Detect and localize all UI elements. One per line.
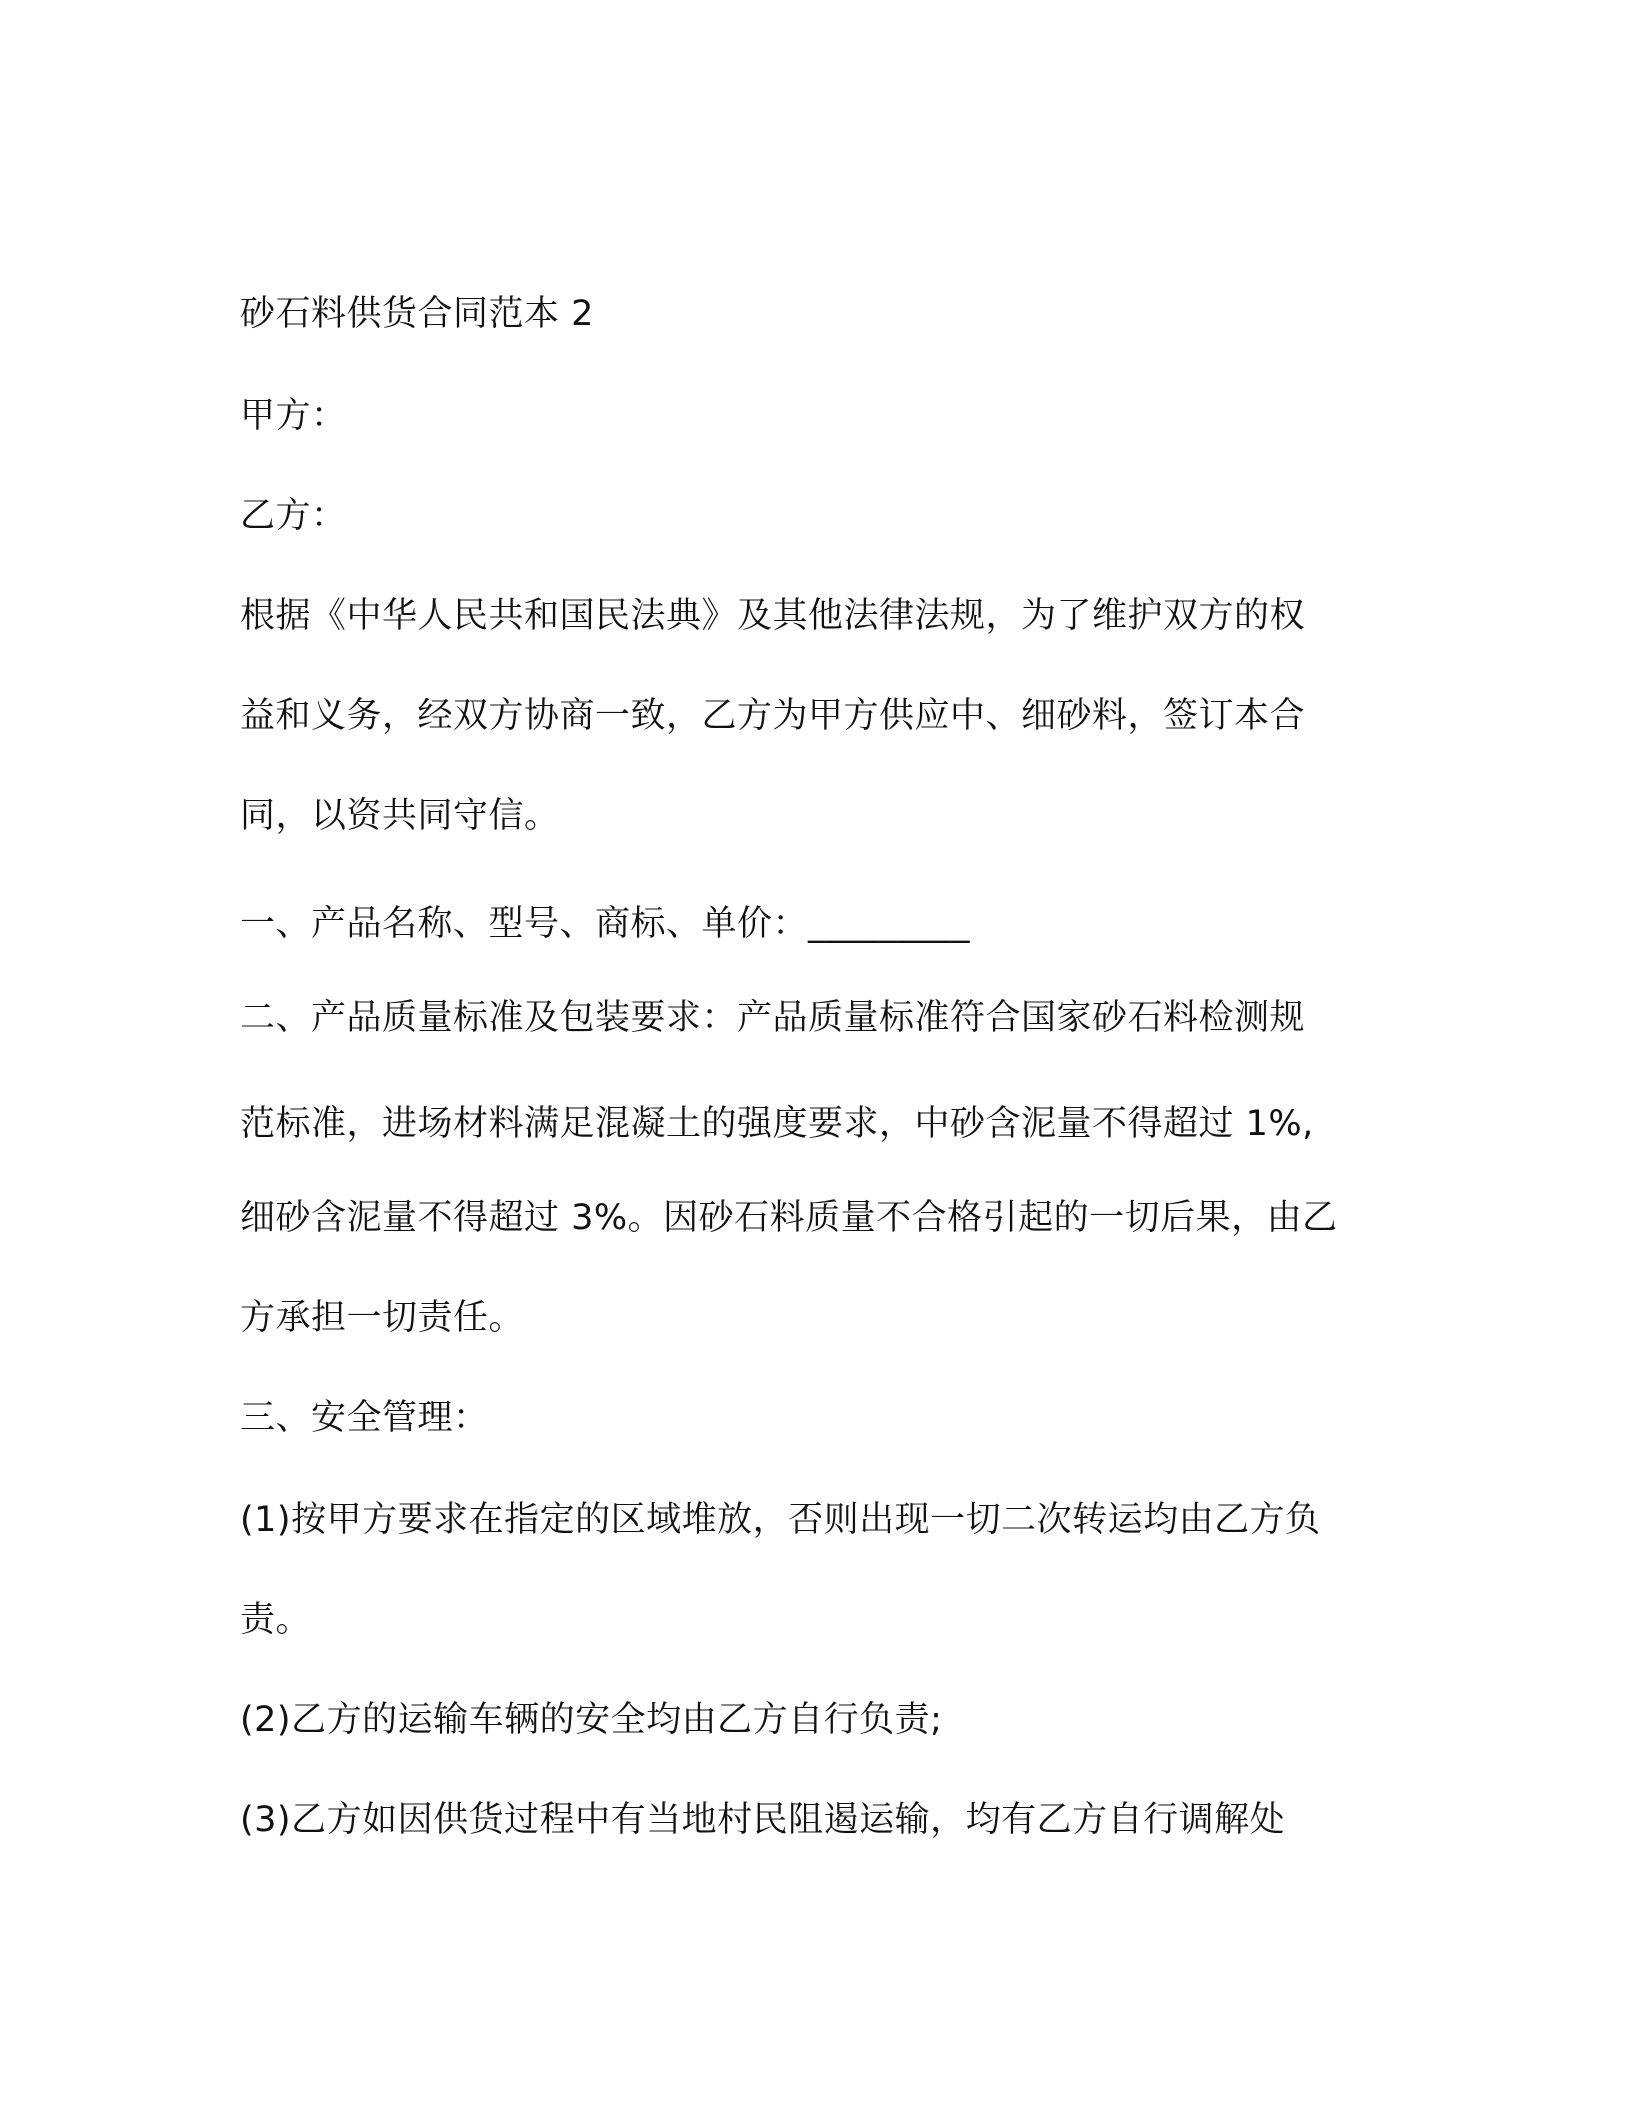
section-1-heading: 一、产品名称、型号、商标、单价：_________: [240, 904, 971, 944]
party-a-label: 甲方：: [240, 396, 347, 436]
section-2-line: 范标准，进场材料满足混凝土的强度要求，中砂含泥量不得超过 1%,: [240, 1104, 1314, 1144]
section-3-item: (2)乙方的运输车辆的安全均由乙方自行负责;: [240, 1700, 943, 1740]
section-2-line: 细砂含泥量不得超过 3%。因砂石料质量不合格引起的一切后果，由乙: [240, 1198, 1338, 1238]
intro-line: 同，以资共同守信。: [240, 796, 560, 836]
section-2-line: 方承担一切责任。: [240, 1298, 525, 1338]
section-3-item: 责。: [240, 1600, 312, 1640]
party-b-label: 乙方：: [240, 496, 347, 536]
section-2-line: 二、产品质量标准及包装要求：产品质量标准符合国家砂石料检测规: [240, 998, 1306, 1038]
section-3-item: (1)按甲方要求在指定的区域堆放，否则出现一切二次转运均由乙方负: [240, 1500, 1321, 1540]
intro-line: 根据《中华人民共和国民法典》及其他法律法规，为了维护双方的权: [240, 596, 1306, 636]
intro-line: 益和义务，经双方协商一致，乙方为甲方供应中、细砂料，签订本合: [240, 696, 1306, 736]
section-3-heading: 三、安全管理：: [240, 1398, 489, 1438]
document-title: 砂石料供货合同范本 2: [240, 294, 594, 334]
section-3-item: (3)乙方如因供货过程中有当地村民阻遏运输，均有乙方自行调解处: [240, 1800, 1286, 1840]
